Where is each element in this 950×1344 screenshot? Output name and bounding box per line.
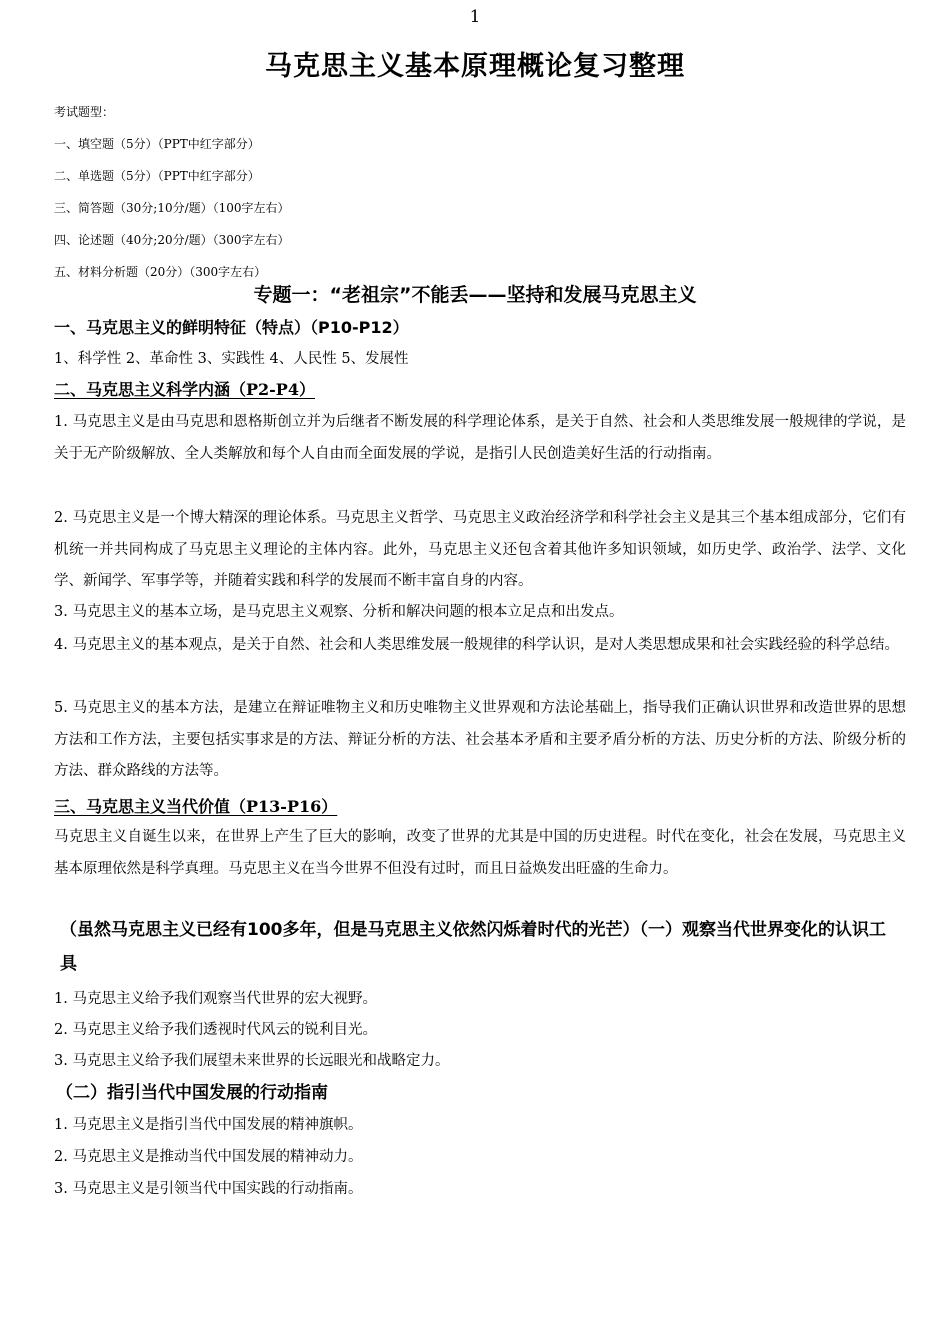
subsection-heading: （二）指引当代中国发展的行动指南 [56, 1083, 328, 1103]
exam-type-item: 四、论述题（40分;20分/题）（300字左右） [54, 233, 290, 247]
paragraph: 2. 马克思主义是一个博大精深的理论体系。马克思主义哲学、马克思主义政治经济学和科学社会主义是其三个基本组成部分，它们有机统一并共同构成了马克思主义理论的主体内容。此外，马克思主义还包含着其他许多知识领域，如历史学、政治学、法学、文化学、新闻学、军事学等，并随着实践和科学的发展而不断丰富自身的内容。 [54, 510, 906, 589]
exam-type-item: 三、简答题（30分;10分/题）（100字左右） [54, 201, 290, 215]
list-item: 2. 马克思主义给予我们透视时代风云的锐利目光。 [54, 1022, 377, 1038]
subsection-heading: （虽然马克思主义已经有100多年，但是马克思主义依然闪烁着时代的光芒）（一）观察当代世界变化的认识工具 [60, 920, 886, 974]
exam-type-item: 一、填空题（5分）（PPT中红字部分） [54, 137, 260, 151]
list-item: 3. 马克思主义给予我们展望未来世界的长远眼光和战略定力。 [54, 1053, 450, 1069]
paragraph: 马克思主义自诞生以来，在世界上产生了巨大的影响，改变了世界的尤其是中国的历史进程。时代在变化，社会在发展，马克思主义基本原理依然是科学真理。马克思主义在当今世界不但没有过时，而且日益焕发出旺盛的生命力。 [54, 829, 906, 877]
paragraph: 3. 马克思主义的基本立场，是马克思主义观察、分析和解决问题的根本立足点和出发点。 [54, 604, 624, 620]
section-heading: 二、马克思主义科学内涵（P2-P4） [54, 380, 315, 399]
exam-type-item: 五、材料分析题（20分）（300字左右） [54, 265, 267, 279]
section-heading: 一、马克思主义的鲜明特征（特点）（P10-P12） [54, 318, 409, 337]
paragraph: 1. 马克思主义是由马克思和恩格斯创立并为后继者不断发展的科学理论体系，是关于自然、社会和人类思维发展一般规律的学说，是关于无产阶级解放、全人类解放和每个人自由而全面发展的学说，是指引人民创造美好生活的行动指南。 [54, 414, 906, 462]
list-item: 2. 马克思主义是推动当代中国发展的精神动力。 [54, 1149, 363, 1165]
paragraph: 5. 马克思主义的基本方法，是建立在辩证唯物主义和历史唯物主义世界观和方法论基础上，指导我们正确认识世界和改造世界的思想方法和工作方法，主要包括实事求是的方法、辩证分析的方法、社会基本矛盾和主要矛盾分析的方法、历史分析的方法、阶级分析的方法、群众路线的方法等。 [54, 700, 906, 779]
list-item: 1. 马克思主义是指引当代中国发展的精神旗帜。 [54, 1117, 363, 1133]
exam-type-item: 二、单选题（5分）（PPT中红字部分） [54, 169, 260, 183]
section-heading: 三、马克思主义当代价值（P13-P16） [54, 797, 338, 816]
document-title: 马克思主义基本原理概论复习整理 [265, 51, 685, 82]
page-number: 1 [469, 7, 481, 27]
paragraph: 4. 马克思主义的基本观点，是关于自然、社会和人类思维发展一般规律的科学认识，是对人类思想成果和社会实践经验的科学总结。 [54, 637, 899, 653]
list-item: 1. 马克思主义给予我们观察当代世界的宏大视野。 [54, 991, 377, 1007]
features-list: 1、科学性 2、革命性 3、实践性 4、人民性 5、发展性 [54, 351, 409, 367]
topic-title: 专题一：“老祖宗”不能丢——坚持和发展马克思主义 [253, 284, 697, 306]
exam-types-heading: 考试题型： [54, 105, 115, 119]
list-item: 3. 马克思主义是引领当代中国实践的行动指南。 [54, 1181, 363, 1197]
